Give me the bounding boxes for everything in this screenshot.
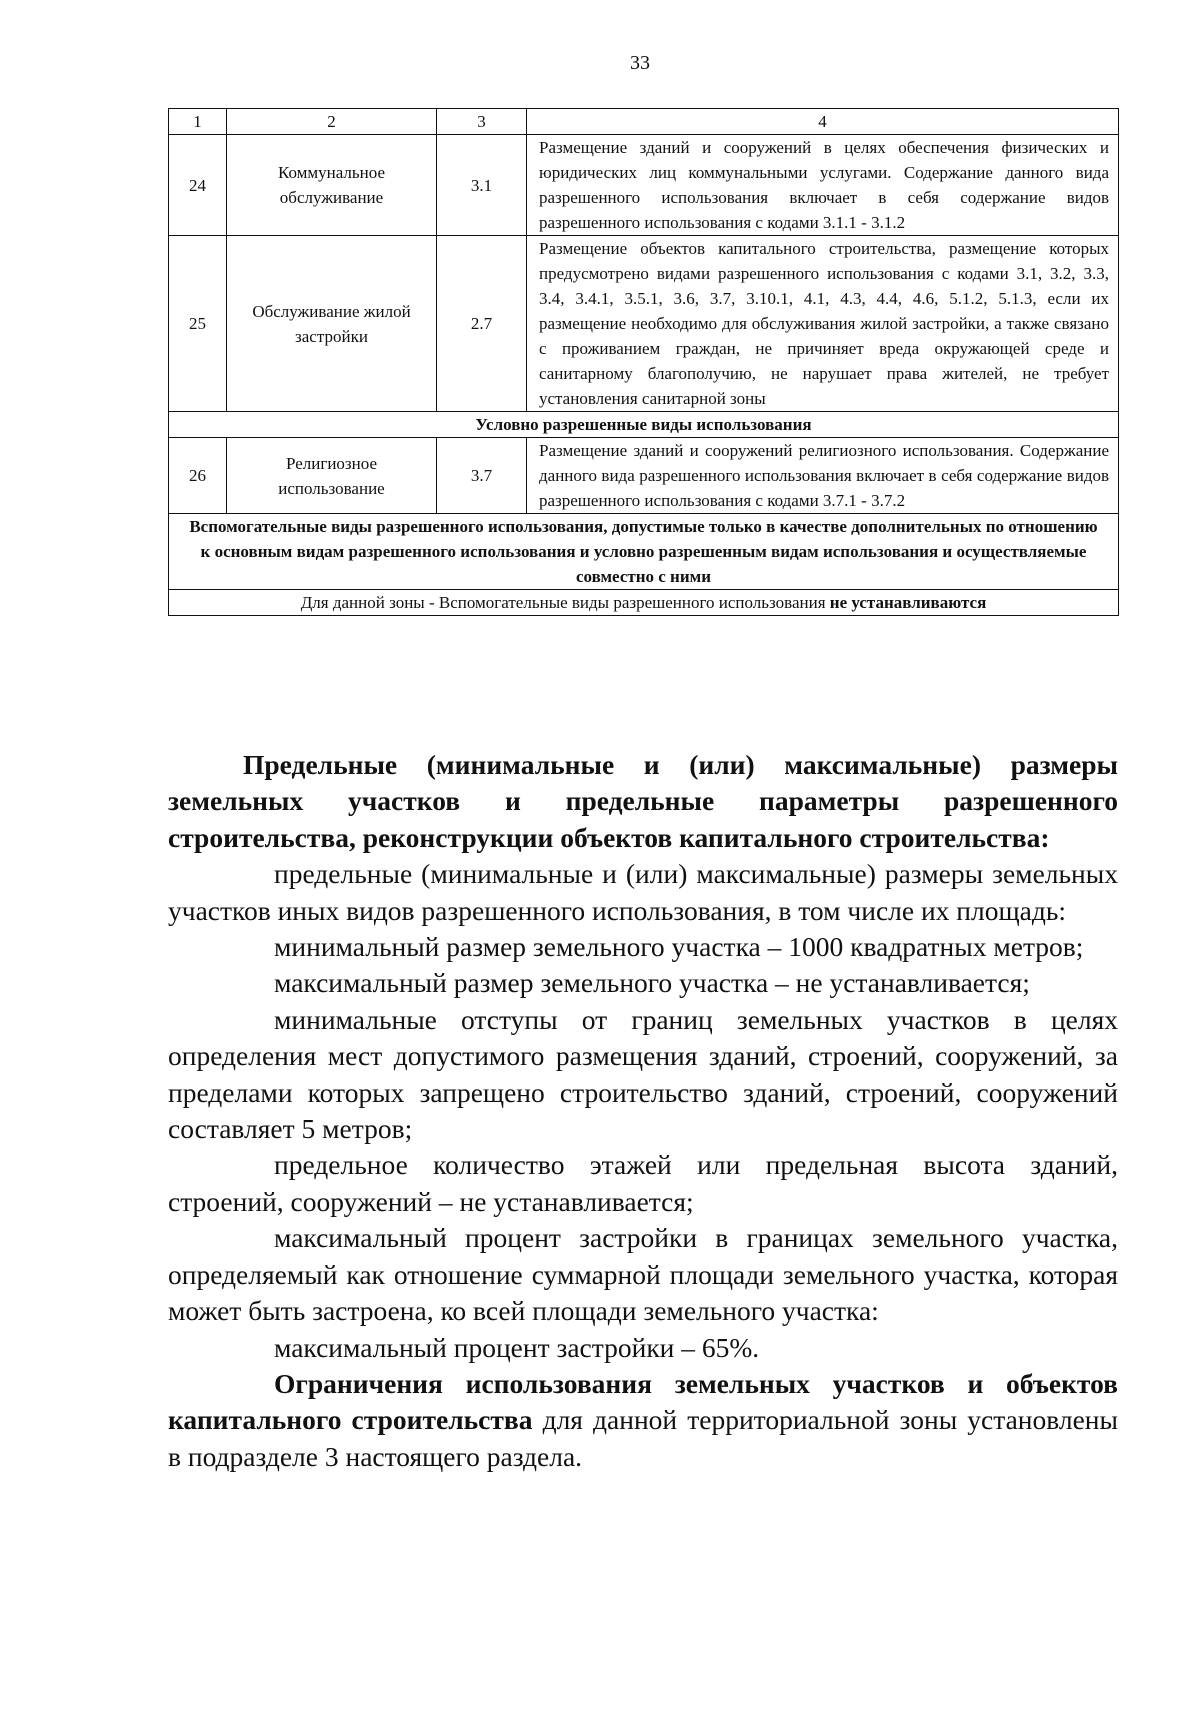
table-row [169,135,1119,236]
permitted-use-table [168,108,1119,616]
use-name: Обслуживание жилой застройки [227,236,437,412]
page-number: 33 [630,52,650,74]
paragraph: минимальный размер земельного участка – 1000 квадратных метров; [274,931,1084,963]
column-header: 1 [169,109,227,135]
section-header-row [169,412,1119,438]
auxiliary-uses-heading: Вспомогательные виды разрешенного использования, допустимые только в качестве дополнительных по отношению к основным видам разрешенного использования и условно разрешенным видам использования и осуществляемые совместно с ними [169,514,1119,590]
use-name: Религиозное использование [227,438,437,514]
section-heading: Предельные (минимальные и (или) максимальные) размеры земельных участков и предельные параметры разрешенного строительства, реконструкции объектов капитального строительства: [168,749,1118,853]
paragraph: минимальные отступы от границ земельных участков в целях определения мест допустимого размещения зданий, строений, сооружений, за пределами которых запрещено строительство зданий, строений, сооружений составляет 5 метров; [168,1003,1118,1145]
conditional-uses-heading: Условно разрешенные виды использования [169,412,1119,438]
regulations-text [168,747,1118,1475]
column-header: 4 [527,109,1119,135]
paragraph: предельное количество этажей или предельная высота зданий, строений, сооружений – не устанавливается; [168,1149,1118,1217]
restrictions-rest: для данной территориальной зоны установлены в подразделе 3 настоящего раздела. [168,1404,1118,1472]
table-header-row [169,109,1119,135]
row-number: 24 [169,135,227,236]
column-header: 2 [227,109,437,135]
paragraph: предельные (минимальные и (или) максимальные) размеры земельных участков иных видов разрешенного использования, в том числе их площадь: [168,858,1118,926]
auxiliary-uses-note [169,590,1119,616]
row-number: 26 [169,438,227,514]
use-code: 3.7 [437,438,527,514]
paragraph: максимальный процент застройки в границах земельного участка, определяемый как отношение суммарной площади земельного участка, которая может быть застроена, ко всей площади земельного участка: [168,1222,1118,1327]
column-header: 3 [437,109,527,135]
row-number: 25 [169,236,227,412]
table-row [169,438,1119,514]
note-prefix: Для данной зоны - Вспомогательные виды разрешенного использования [300,593,830,612]
section-header-row [169,514,1119,590]
use-name: Коммунальное обслуживание [227,135,437,236]
table-row [169,236,1119,412]
restrictions-paragraph [168,1366,1118,1475]
paragraph: максимальный размер земельного участка – не устанавливается; [274,967,1030,999]
use-description: Размещение зданий и сооружений религиозного использования. Содержание данного вида разрешенного использования включает в себя содержание видов разрешенного использования с кодами 3.7.1 - 3.7.2 [527,438,1119,514]
restrictions-lead: Ограничения использования земельных участков и объектов капитального строительства [168,1367,1118,1436]
use-code: 3.1 [437,135,527,236]
use-description: Размещение объектов капитального строительства, размещение которых предусмотрено видами разрешенного использования с кодами 3.1, 3.2, 3.3, 3.4, 3.4.1, 3.5.1, 3.6, 3.7, 3.10.1, 4.1, 4.3, 4.4, 4.6, 5.1.2, 5.1.3, если их размещение необходимо для обслуживания жилой застройки, а также связано с проживанием граждан, не причиняет вреда окружающей среде и санитарному благополучию, не нарушает права жителей, не требует установления санитарной зоны [527,236,1119,412]
note-row [169,590,1119,616]
note-emphasis: не устанавливаются [829,593,987,612]
paragraph: максимальный процент застройки – 65%. [274,1331,760,1363]
use-code: 2.7 [437,236,527,412]
use-description: Размещение зданий и сооружений в целях обеспечения физических и юридических лиц коммунальными услугами. Содержание данного вида разрешенного использования включает в себя содержание видов разрешенного использования с кодами 3.1.1 - 3.1.2 [527,135,1119,236]
